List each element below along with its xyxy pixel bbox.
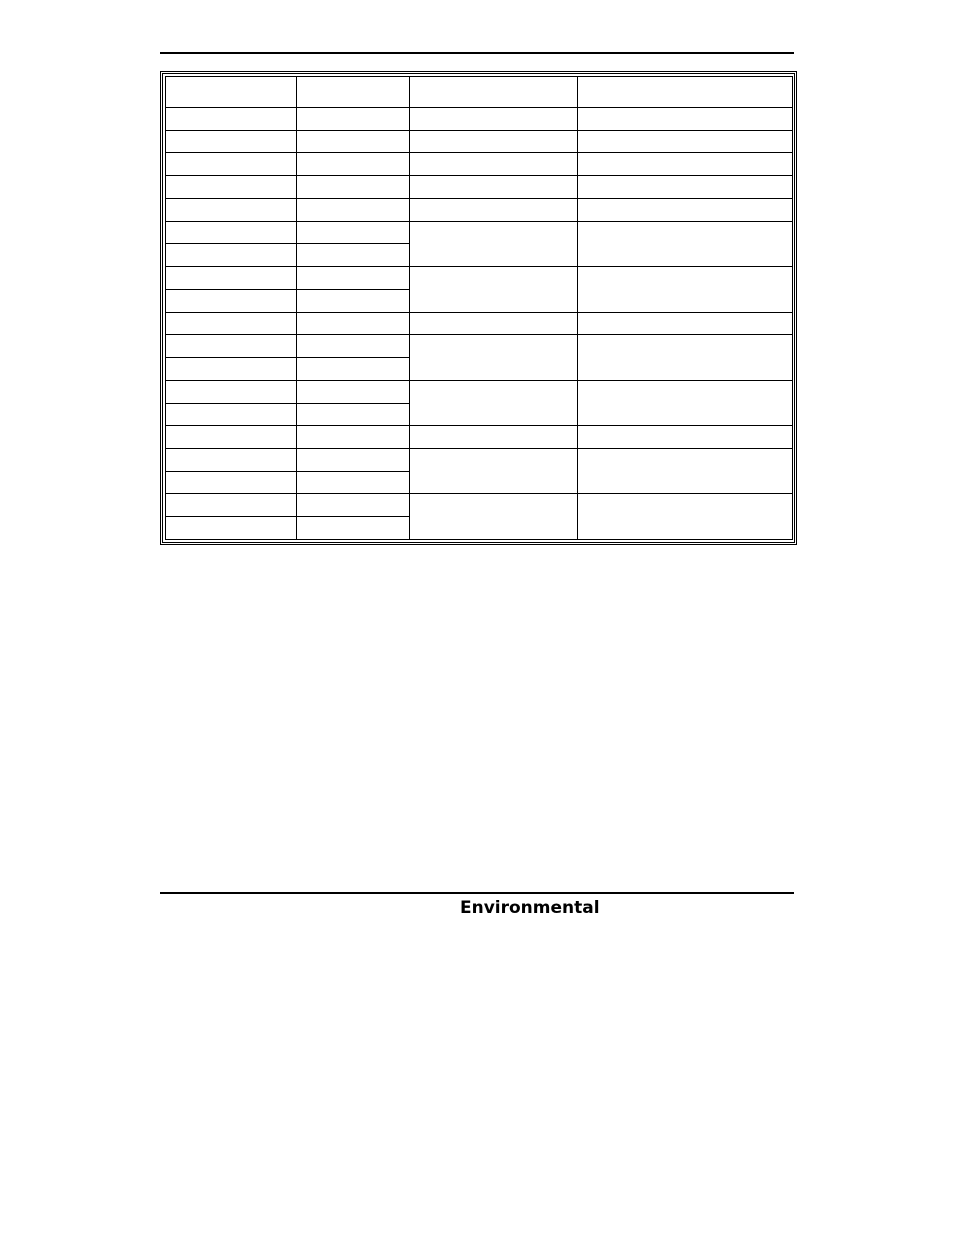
table-cell [166,312,297,335]
table-cell [297,494,410,517]
table-cell [297,358,410,381]
table-row [166,130,793,153]
table-cell [166,267,297,290]
table-cell [410,380,578,425]
table-cell [578,449,793,494]
table-cell [297,176,410,199]
table-cell [166,403,297,426]
table-cell [166,335,297,358]
table-cell [166,449,297,472]
table-row [166,494,793,517]
table-cell [410,221,578,266]
header-rule [160,52,794,54]
table-cell [166,153,297,176]
table-cell [297,426,410,449]
table-cell [410,335,578,380]
table-cell [297,471,410,494]
table-header-row [166,77,793,108]
table-cell [578,198,793,221]
table-cell [166,221,297,244]
table-row [166,153,793,176]
table-cell [297,289,410,312]
table-row [166,449,793,472]
table-cell [166,176,297,199]
table-cell [578,426,793,449]
spec-table-frame [160,71,797,545]
table-cell [297,130,410,153]
table-cell [410,176,578,199]
table-cell [166,108,297,131]
table-cell [166,494,297,517]
footer-section-title: Environmental [460,898,600,918]
table-cell [166,130,297,153]
table-cell [297,517,410,540]
table-row [166,335,793,358]
table-cell [166,289,297,312]
table-row [166,380,793,403]
table-row [166,176,793,199]
table-cell [578,153,793,176]
table-row [166,267,793,290]
table-cell [578,221,793,266]
table-cell [410,494,578,540]
footer-rule [160,892,794,894]
table-cell [297,244,410,267]
header-cell [297,77,410,108]
table-row [166,221,793,244]
table-cell [166,471,297,494]
table-cell [297,312,410,335]
table-cell [410,198,578,221]
table-cell [410,312,578,335]
table-cell [297,108,410,131]
table-cell [578,176,793,199]
table-cell [410,449,578,494]
table-cell [297,221,410,244]
table-cell [410,130,578,153]
table-cell [166,517,297,540]
table-cell [578,312,793,335]
table-cell [297,335,410,358]
table-cell [410,267,578,312]
table-row [166,108,793,131]
table-cell [166,244,297,267]
table-cell [410,153,578,176]
spec-table [165,76,793,540]
header-cell [578,77,793,108]
table-cell [166,426,297,449]
table-cell [297,380,410,403]
table-cell [166,380,297,403]
table-cell [410,108,578,131]
table-cell [166,358,297,381]
table-cell [297,449,410,472]
table-cell [297,198,410,221]
table-cell [297,267,410,290]
table-row [166,426,793,449]
table-cell [578,267,793,312]
table-cell [578,380,793,425]
table-cell [297,153,410,176]
table-cell [578,108,793,131]
header-cell [410,77,578,108]
table-cell [578,335,793,380]
table-cell [410,426,578,449]
table-cell [578,130,793,153]
table-row [166,198,793,221]
table-cell [578,494,793,540]
table-row [166,312,793,335]
table-cell [166,198,297,221]
header-cell [166,77,297,108]
table-cell [297,403,410,426]
